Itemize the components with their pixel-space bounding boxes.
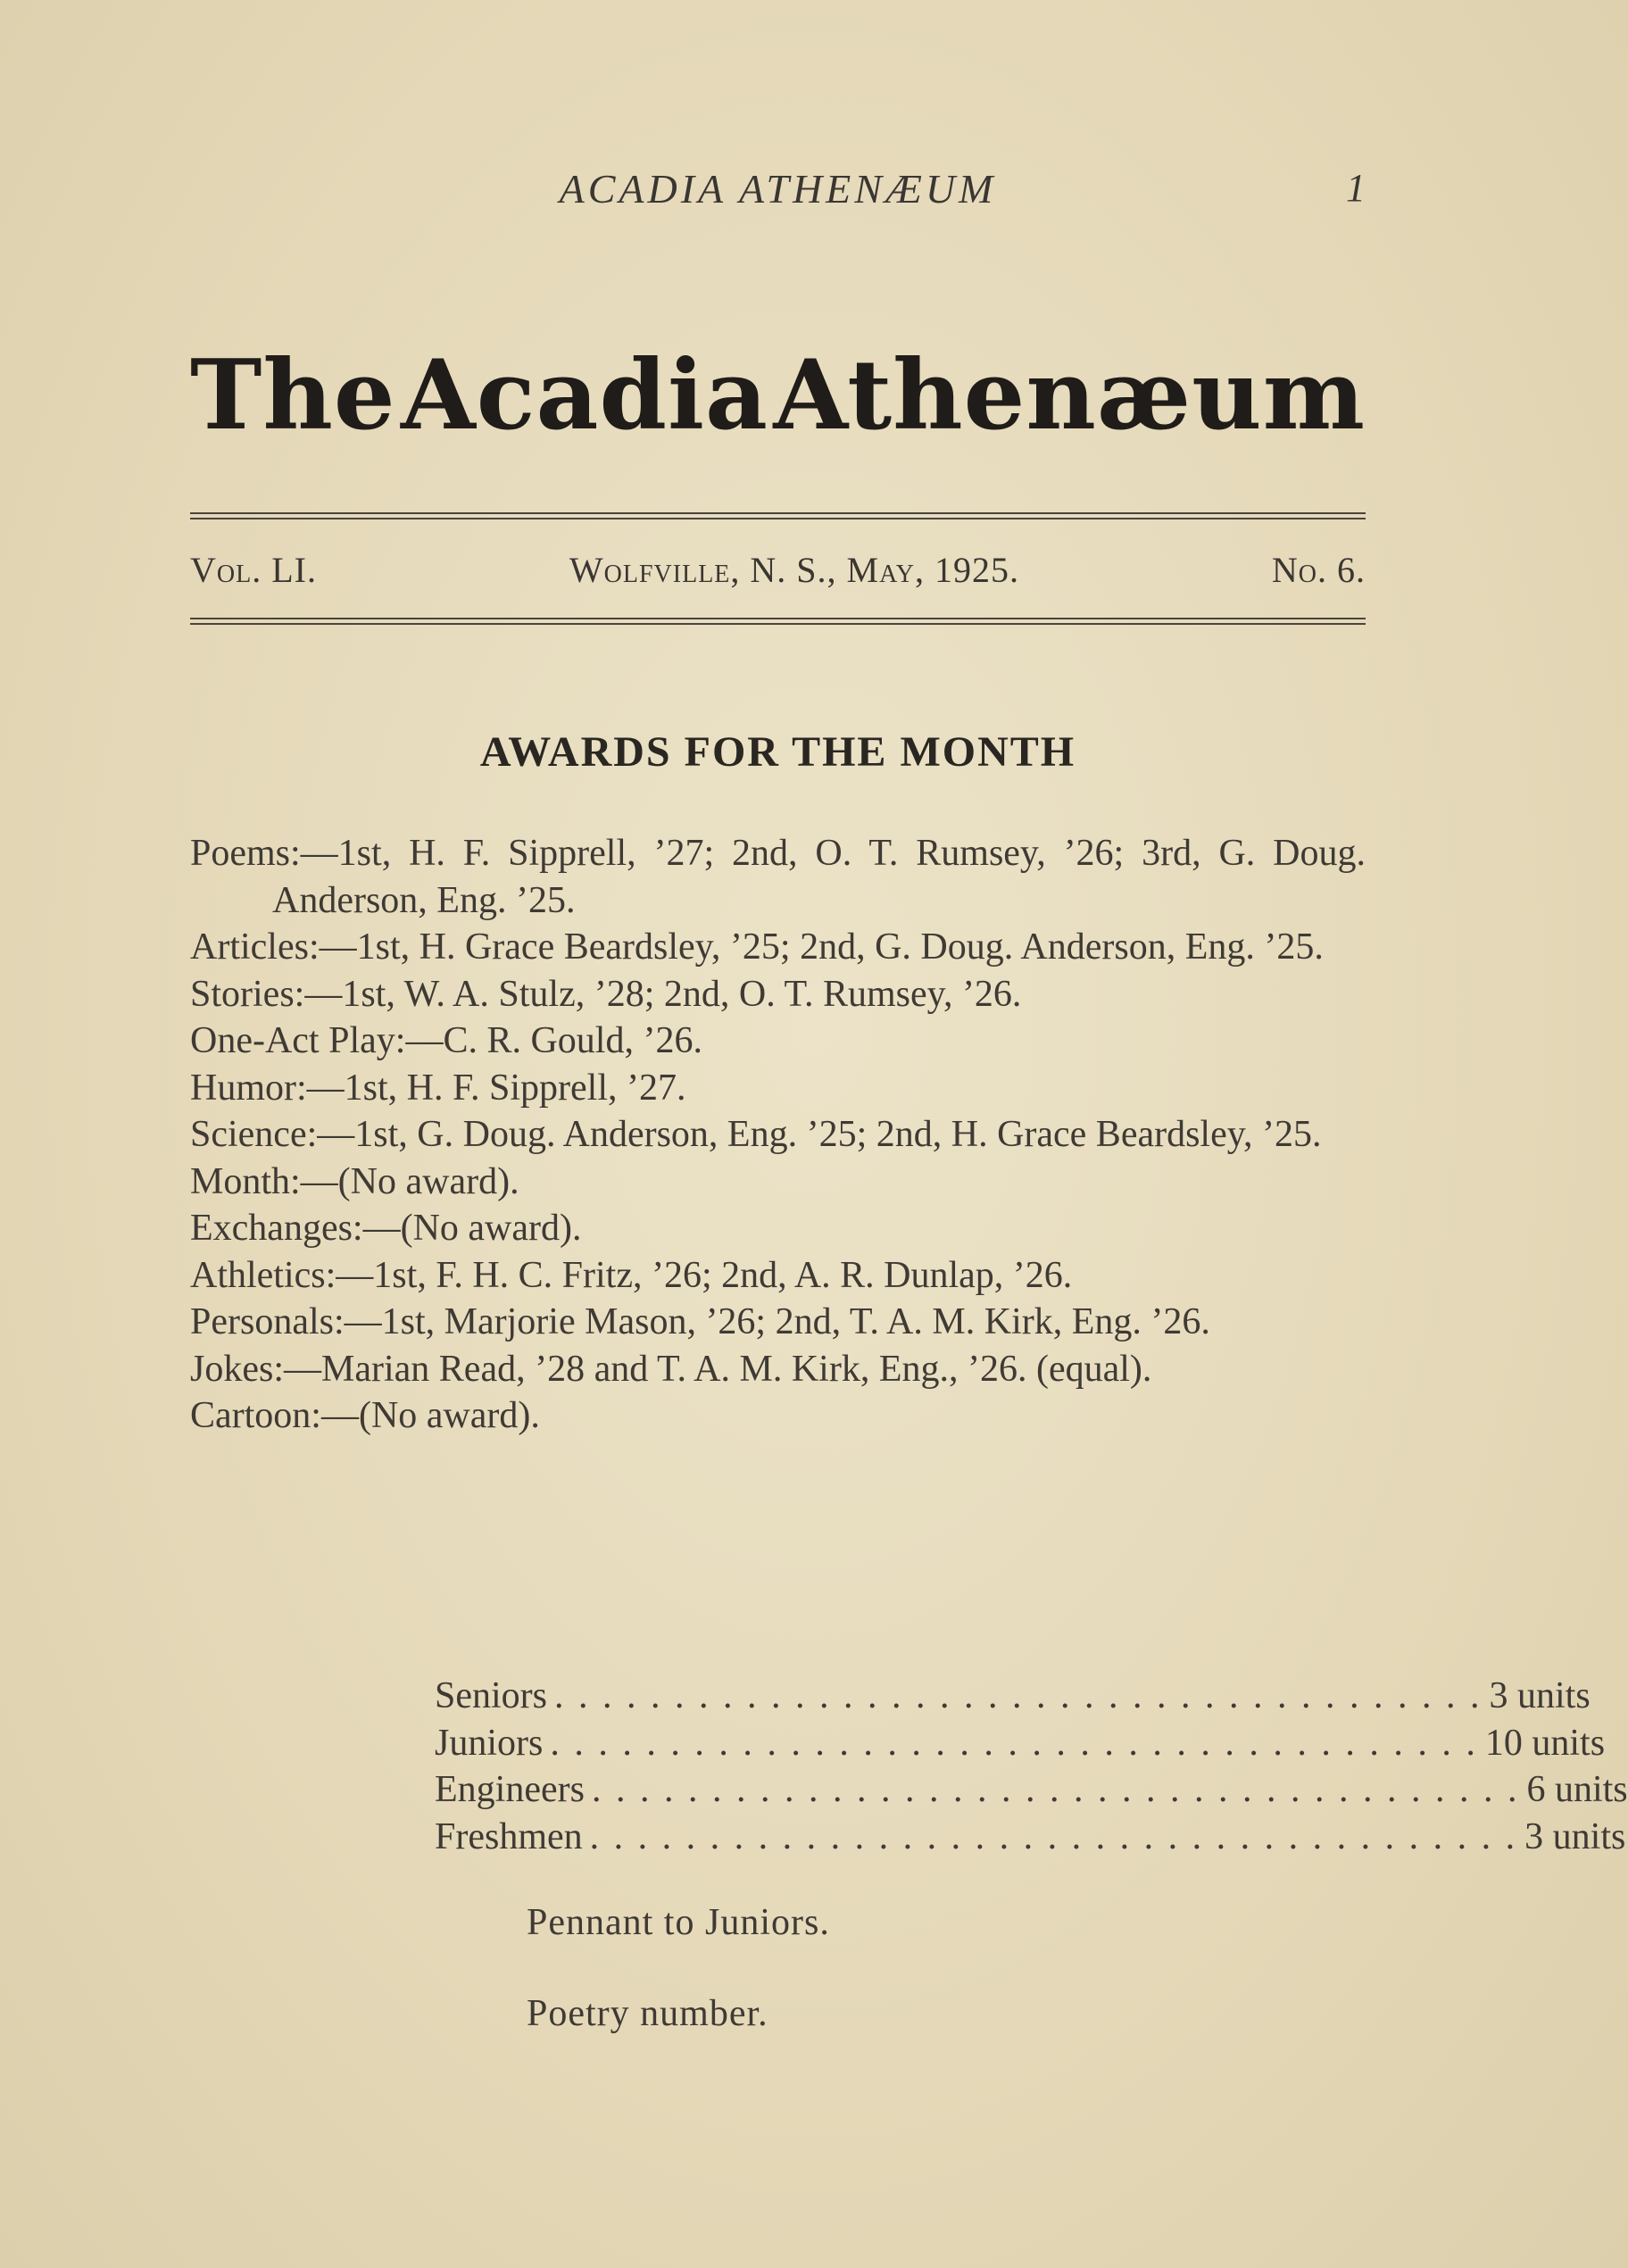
unit-row [435, 1814, 1626, 1861]
award-entry: Jokes:—Marian Read, ’28 and T. A. M. Kirk, Eng., ’26. (equal). [190, 1348, 1152, 1390]
unit-row [435, 1720, 1606, 1767]
award-entry: Personals:—1st, Marjorie Mason, ’26; 2nd, T. A. M. Kirk, Eng. ’26. [190, 1301, 1210, 1342]
units-table [435, 1673, 1628, 1860]
award-entry: Science:—1st, G. Doug. Anderson, Eng. ’25; 2nd, H. Grace Beardsley, ’25. [190, 1114, 1322, 1155]
award-entry: Exchanges:—(No award). [190, 1208, 582, 1249]
volume-label: Vol. LI. [190, 550, 317, 590]
dot-leader: . . . . . . . . . . . . . . . . . . . . . . . . . . . . . . . . . . . . . . . [591, 1769, 1520, 1810]
award-entry: Articles:—1st, H. Grace Beardsley, ’25; 2nd, G. Doug. Anderson, Eng. ’25. [190, 926, 1324, 968]
place-date: Wolfville, N. S., May, 1925. [569, 550, 1019, 590]
award-entry: Month:—(No award). [190, 1160, 519, 1202]
unit-class-label: Seniors [435, 1675, 547, 1716]
unit-class-label: Freshmen [435, 1815, 583, 1857]
unit-value: 6 units [1526, 1769, 1628, 1810]
masthead-title [190, 339, 1366, 452]
dot-leader: . . . . . . . . . . . . . . . . . . . . . . . . . . . . . . . . . . . . . . . [554, 1675, 1483, 1716]
masthead-word: The [190, 339, 396, 452]
masthead-word: Athenæum [773, 339, 1366, 452]
award-entry: Cartoon:—(No award). [190, 1395, 540, 1436]
unit-class-label: Engineers [435, 1769, 585, 1810]
award-entry: Athletics:—1st, F. H. C. Fritz, ’26; 2nd, A. R. Dunlap, ’26. [190, 1254, 1073, 1296]
masthead-rule-top [190, 512, 1366, 519]
unit-row [435, 1766, 1628, 1814]
page-number: 1 [1346, 166, 1366, 210]
awards-list [190, 830, 1366, 1440]
unit-value: 10 units [1484, 1722, 1606, 1764]
unit-row [435, 1673, 1591, 1720]
running-title: ACADIA ATHENÆUM [559, 166, 997, 212]
dot-leader: . . . . . . . . . . . . . . . . . . . . . . . . . . . . . . . . . . . . . . . [550, 1722, 1478, 1764]
masthead-rule-bottom [190, 618, 1366, 625]
pennant-note: Pennant to Juniors. [527, 1902, 830, 1943]
award-entry: Humor:—1st, H. F. Sipprell, ’27. [190, 1067, 686, 1109]
award-entry: Poems:—1st, H. F. Sipprell, ’27; 2nd, O. T. Rumsey, ’26; 3rd, G. Doug. Anderson, Eng. ’25. [190, 833, 1366, 921]
unit-value: 3 units [1524, 1815, 1626, 1857]
dot-leader: . . . . . . . . . . . . . . . . . . . . . . . . . . . . . . . . . . . . . . . [589, 1815, 1518, 1857]
section-heading: AWARDS FOR THE MONTH [479, 728, 1076, 776]
masthead-word: Acadia [400, 339, 768, 452]
award-entry: Stories:—1st, W. A. Stulz, ’28; 2nd, O. T. Rumsey, ’26. [190, 973, 1022, 1015]
unit-class-label: Juniors [435, 1722, 544, 1764]
issue-number: No. 6. [1271, 550, 1366, 590]
poetry-note: Poetry number. [527, 1993, 768, 2034]
award-entry: One-Act Play:—C. R. Gould, ’26. [190, 1020, 702, 1061]
issue-line [190, 549, 1366, 591]
unit-value: 3 units [1489, 1675, 1591, 1716]
running-head [190, 165, 1366, 219]
